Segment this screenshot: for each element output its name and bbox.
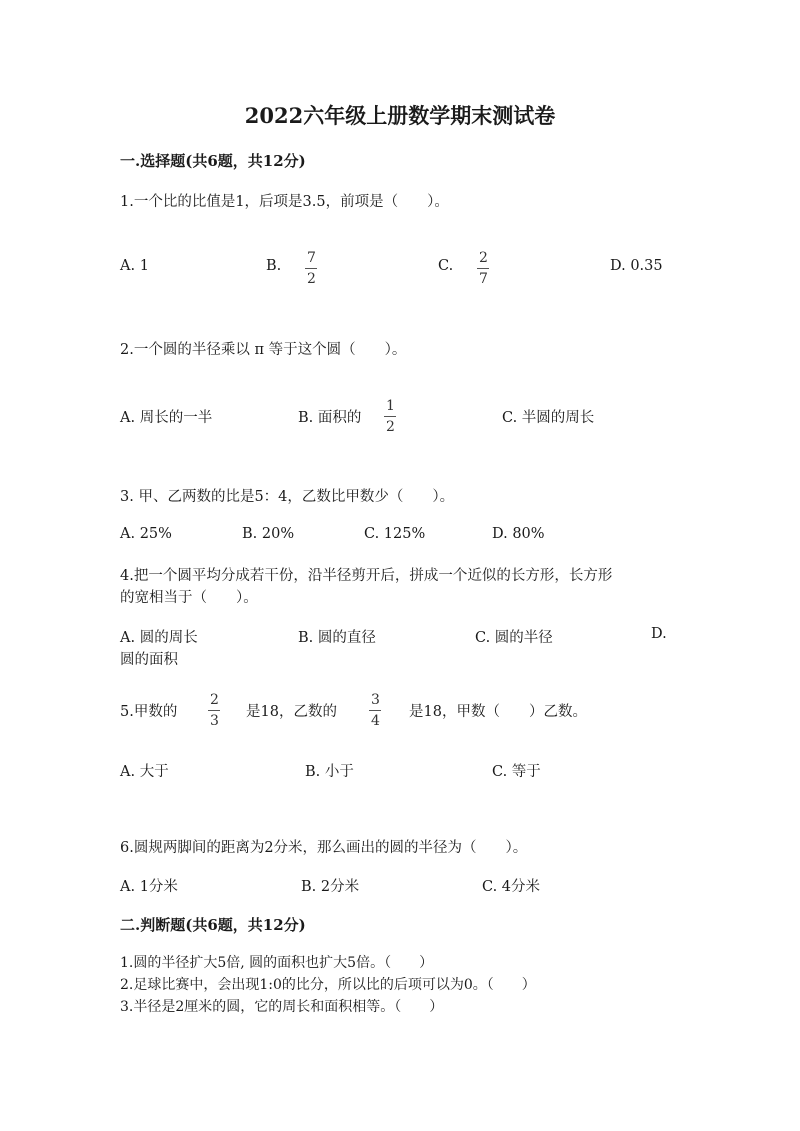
judgment-item-3: 3.半径是2厘米的圆，它的周长和面积相等。（ ） [120,999,444,1015]
page-title: 2022六年级上册数学期末测试卷 [244,103,556,128]
fraction-numerator: 3 [371,692,380,708]
question-1-option-a: A. 1 [120,258,149,274]
question-5-middle: 是18，乙数的 [246,704,337,720]
question-4-stem-line-2: 的宽相当于（ ）。 [120,590,258,606]
question-2-option-b-label: B. 面积的 [298,410,362,426]
question-5-option-c: C. 等于 [492,764,541,780]
question-1-option-b-fraction [305,251,318,286]
fraction-denominator: 4 [371,713,380,729]
question-1-option-c-fraction [477,251,490,286]
fraction-numerator: 1 [386,398,395,414]
fraction-numerator: 7 [307,250,316,266]
question-4-option-d-label: D. [651,626,667,642]
question-6-stem: 6.圆规两脚间的距离为2分米，那么画出的圆的半径为（ ）。 [120,840,528,856]
question-3-stem: 3. 甲、乙两数的比是5：4，乙数比甲数少（ ）。 [120,489,455,505]
question-3-option-c: C. 125% [364,526,426,542]
fraction-numerator: 2 [210,692,219,708]
question-3-option-d: D. 80% [492,526,545,542]
fraction-denominator: 3 [210,713,219,729]
question-3-option-a: A. 25% [120,526,172,542]
question-4-option-a: A. 圆的周长 [120,630,198,646]
question-5-prefix: 5.甲数的 [120,704,178,720]
question-1-stem: 1.一个比的比值是1，后项是3.5，前项是（ ）。 [120,194,449,210]
question-4-option-b: B. 圆的直径 [298,630,376,646]
question-6-option-b: B. 2分米 [301,879,360,895]
question-2-option-c: C. 半圆的周长 [502,410,595,426]
question-5-option-b: B. 小于 [305,764,354,780]
fraction-denominator: 2 [307,271,316,287]
section-heading-choice: 一.选择题(共6题，共12分) [120,152,306,170]
question-4-option-c: C. 圆的半径 [475,630,553,646]
judgment-item-2: 2.足球比赛中，会出现1:0的比分，所以比的后项可以为0。（ ） [120,977,536,993]
question-6-option-c: C. 4分米 [482,879,541,895]
question-1-option-d: D. 0.35 [610,258,663,274]
question-4-option-d-text: 圆的面积 [120,652,178,668]
question-3-option-b: B. 20% [242,526,295,542]
question-2-option-a: A. 周长的一半 [120,410,213,426]
judgment-item-1: 1.圆的半径扩大5倍, 圆的面积也扩大5倍。（ ） [120,955,434,971]
question-1-option-b-label: B. [266,258,282,274]
question-2-stem: 2.一个圆的半径乘以 π 等于这个圆（ ）。 [120,342,407,358]
question-5-option-a: A. 大于 [120,764,169,780]
fraction-denominator: 2 [386,419,395,435]
fraction-denominator: 7 [479,271,488,287]
question-1-option-c-label: C. [438,258,454,274]
question-2-option-b-fraction [384,399,397,434]
fraction-numerator: 2 [479,250,488,266]
question-4-stem-line-1: 4.把一个圆平均分成若干份，沿半径剪开后，拼成一个近似的长方形，长方形 [120,568,613,584]
section-heading-judgment: 二.判断题(共6题，共12分) [120,916,306,934]
question-5-fraction-2 [369,693,382,728]
question-5-fraction-1 [208,693,221,728]
question-5-suffix: 是18，甲数（ ）乙数。 [409,704,587,720]
question-6-option-a: A. 1分米 [120,879,178,895]
